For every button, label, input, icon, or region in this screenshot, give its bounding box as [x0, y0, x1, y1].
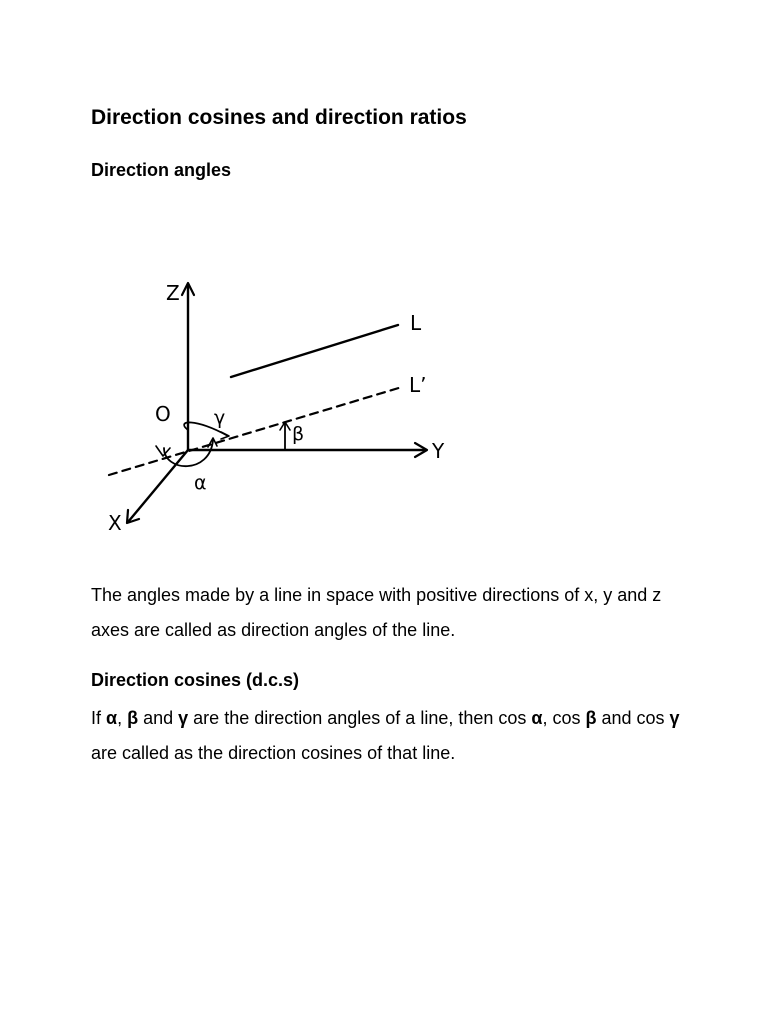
- gamma-label: γ: [214, 407, 226, 429]
- heading-direction-cosines: Direction cosines (d.c.s): [91, 670, 300, 690]
- direction-cosines-paragraph: [91, 701, 691, 771]
- z-axis-label: Z: [166, 281, 180, 305]
- gamma-symbol: γ: [178, 708, 189, 728]
- text-segment: If: [91, 708, 107, 728]
- text-segment: , cos: [542, 708, 586, 728]
- cos-gamma-symbol: γ: [669, 708, 680, 728]
- gamma-arc-arrowhead: [221, 432, 229, 439]
- line-l-prime-label: L’: [409, 373, 427, 397]
- text-segment: and cos: [596, 708, 670, 728]
- line-l: [231, 325, 398, 377]
- x-axis: [128, 450, 188, 522]
- origin-label: O: [155, 402, 171, 426]
- line-l-prime: [109, 387, 402, 475]
- direction-angles-paragraph: The angles made by a line in space with positive directions of x, y and z axes are called as direction angles of the line.: [91, 585, 662, 640]
- alpha-label: α: [194, 472, 207, 494]
- x-axis-label: X: [108, 511, 122, 535]
- direction-angles-figure: [100, 270, 460, 540]
- beta-symbol: β: [127, 708, 139, 728]
- text-segment: ,: [117, 708, 128, 728]
- alpha-symbol: α: [106, 708, 118, 728]
- line-l-label: L: [410, 311, 422, 335]
- text-segment: are called as the direction cosines of that line.: [91, 743, 456, 763]
- direction-angles-diagram: [100, 270, 460, 540]
- beta-label: β: [292, 423, 305, 445]
- y-axis-label: Y: [432, 439, 445, 463]
- page-title: Direction cosines and direction ratios: [91, 106, 467, 129]
- cos-beta-symbol: β: [585, 708, 597, 728]
- text-segment: are the direction angles of a line, then cos: [188, 708, 532, 728]
- text-segment: and: [138, 708, 179, 728]
- cos-alpha-symbol: α: [531, 708, 543, 728]
- alpha-arc-arrowhead: [156, 446, 170, 456]
- heading-direction-angles: Direction angles: [91, 160, 232, 180]
